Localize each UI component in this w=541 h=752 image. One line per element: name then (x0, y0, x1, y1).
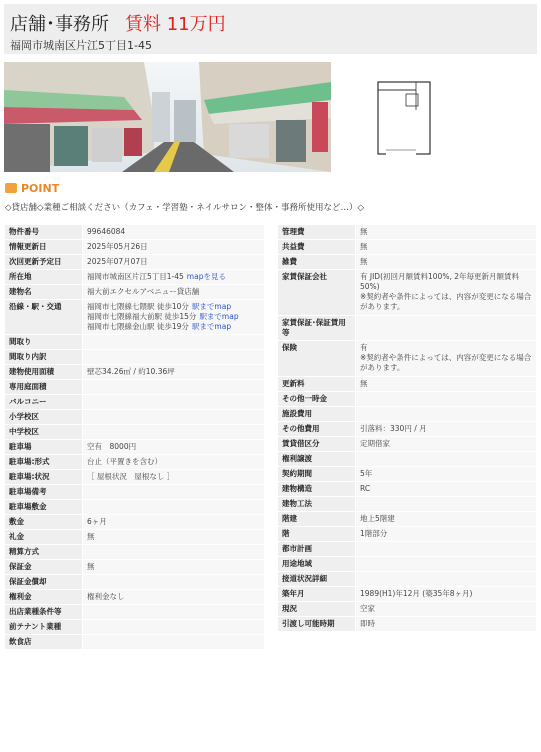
floor-plan-drawing (376, 80, 432, 156)
spec-row (278, 225, 537, 240)
spec-label: 引渡し可能時期 (278, 617, 356, 632)
spec-row (278, 316, 537, 341)
spec-label: 建物名 (5, 285, 83, 300)
spec-value (83, 300, 265, 335)
spec-label: 現況 (278, 602, 356, 617)
station-map-link[interactable]: 駅までmap (191, 302, 232, 311)
spec-value (83, 605, 265, 620)
station-line (87, 322, 260, 332)
spec-row (278, 542, 537, 557)
property-type: 店舗･事務所 (10, 14, 109, 35)
spec-label: 小学校区 (5, 410, 83, 425)
spec-value-text: 6ヶ月 (87, 517, 107, 526)
spec-row (278, 437, 537, 452)
storefront-photo-image (4, 62, 331, 172)
spec-label: 情報更新日 (5, 240, 83, 255)
spec-value (356, 422, 537, 437)
spec-value-text: 無 (360, 257, 368, 266)
spec-label: 家賃保証･保証賃用等 (278, 316, 356, 341)
spec-value (356, 270, 537, 316)
spec-value-text: 5年 (360, 469, 373, 478)
spec-value (83, 350, 265, 365)
spec-row (5, 395, 265, 410)
spec-value (356, 341, 537, 377)
spec-label: 建物工法 (278, 497, 356, 512)
spec-value-text: 1階部分 (360, 529, 388, 538)
spec-value (356, 437, 537, 452)
spec-row (5, 410, 265, 425)
spec-row (5, 470, 265, 485)
spec-value (83, 470, 265, 485)
spec-value (356, 617, 537, 632)
spec-value (356, 452, 537, 467)
spec-value (83, 335, 265, 350)
spec-row (278, 240, 537, 255)
spec-value-text: 権利金なし (87, 592, 125, 601)
spec-value (356, 316, 537, 341)
spec-label: 施設費用 (278, 407, 356, 422)
station-map-link[interactable]: 駅までmap (199, 312, 239, 321)
spec-label: 用途地域 (278, 557, 356, 572)
spec-row (5, 590, 265, 605)
spec-row (278, 557, 537, 572)
spec-value-text: 壁芯34.26㎡ / 約10.36坪 (87, 367, 175, 376)
spec-label: 礼金 (5, 530, 83, 545)
spec-row (5, 300, 265, 335)
rent-price: 賃料 11万円 (125, 14, 226, 35)
spec-value (83, 530, 265, 545)
spec-row (278, 482, 537, 497)
spec-value (356, 557, 537, 572)
spec-value (83, 380, 265, 395)
spec-value-text: 無 (87, 532, 95, 541)
property-address: 福岡市城南区片江5丁目1-45 (10, 39, 152, 52)
spec-row (5, 440, 265, 455)
spec-row (5, 635, 265, 650)
spec-label: 保証金償却 (5, 575, 83, 590)
spec-row (5, 575, 265, 590)
spec-label: 建物使用面積 (5, 365, 83, 380)
spec-value (83, 500, 265, 515)
spec-value-text: 2025年07月07日 (87, 257, 148, 266)
spec-label: 駐車場 (5, 440, 83, 455)
spec-table-right (277, 224, 537, 632)
spec-row (5, 485, 265, 500)
spec-value (83, 395, 265, 410)
spec-value (356, 377, 537, 392)
spec-value (83, 515, 265, 530)
spec-row (278, 602, 537, 617)
spec-table-left (4, 224, 265, 650)
spec-label: 中学校区 (5, 425, 83, 440)
spec-row (5, 225, 265, 240)
spec-row (5, 255, 265, 270)
spec-value-text: 福大前エクセルアベニュー貸店舗 (87, 287, 200, 296)
spec-label: 精算方式 (5, 545, 83, 560)
spec-row (5, 515, 265, 530)
spec-value-text: ［ 屋根状況 屋根なし ］ (87, 472, 175, 481)
spec-value (83, 590, 265, 605)
spec-row (5, 365, 265, 380)
spec-row (5, 270, 265, 285)
spec-row (278, 422, 537, 437)
spec-value-text: 無 (360, 379, 368, 388)
spec-row (5, 500, 265, 515)
station-text: 福岡市七隈線金山駅 徒歩19分 (87, 322, 189, 331)
spec-value-text: 無 (360, 242, 368, 251)
spec-label: 保証金 (5, 560, 83, 575)
property-header (4, 4, 537, 54)
station-text: 福岡市七隈線福大前駅 徒歩15分 (87, 312, 197, 321)
spec-row (278, 452, 537, 467)
spec-label: バルコニー (5, 395, 83, 410)
spec-label: 更新料 (278, 377, 356, 392)
spec-label: その他費用 (278, 422, 356, 437)
spec-value (356, 482, 537, 497)
spec-label: 間取り内訳 (5, 350, 83, 365)
spec-row (5, 350, 265, 365)
spec-label: 階 (278, 527, 356, 542)
spec-value-text: 無 (360, 227, 368, 236)
spec-label: 権利譲渡 (278, 452, 356, 467)
spec-value (83, 365, 265, 380)
spec-label: 飲食店 (5, 635, 83, 650)
spec-row (278, 270, 537, 316)
spec-label: 賃貸借区分 (278, 437, 356, 452)
spec-label: 築年月 (278, 587, 356, 602)
spec-row (5, 380, 265, 395)
spec-row (278, 527, 537, 542)
spec-value (356, 542, 537, 557)
spec-label: 駐車場:状況 (5, 470, 83, 485)
spec-row (278, 407, 537, 422)
spec-value-text: 有 ※契約者や条件によっては、内容が変更になる場合があります。 (360, 343, 532, 372)
spec-label: 管理費 (278, 225, 356, 240)
spec-row (278, 467, 537, 482)
spec-label: 駐車場:形式 (5, 455, 83, 470)
spec-value-text: 定期借家 (360, 439, 390, 448)
spec-row (5, 285, 265, 300)
spec-value (83, 285, 265, 300)
spec-value-text: RC (360, 484, 371, 493)
spec-value (83, 635, 265, 650)
spec-value (356, 512, 537, 527)
spec-row (5, 620, 265, 635)
spec-row (278, 587, 537, 602)
spec-value-text: 無 (87, 562, 95, 571)
spec-label: 建物構造 (278, 482, 356, 497)
station-line (87, 302, 260, 312)
spec-value (83, 620, 265, 635)
spec-label: 権利金 (5, 590, 83, 605)
point-catchcopy: ◇貸店舗◇業種ご相談ください（カフェ・学習塾・ネイルサロン・整体・事務所使用など…）◇ (5, 203, 365, 213)
spec-label: 階建 (278, 512, 356, 527)
spec-value-text: 1989(H1)年12月 (築35年8ヶ月) (360, 589, 473, 598)
spec-value (356, 527, 537, 542)
hand-pointer-icon (5, 183, 17, 193)
spec-row (278, 512, 537, 527)
spec-value (356, 225, 537, 240)
spec-label: 物件番号 (5, 225, 83, 240)
spec-value-text: 空家 (360, 604, 375, 613)
spec-label: 間取り (5, 335, 83, 350)
spec-value-text: 2025年05月26日 (87, 242, 148, 251)
spec-label: 保険 (278, 341, 356, 377)
spec-row (278, 255, 537, 270)
spec-value (356, 240, 537, 255)
spec-value (83, 545, 265, 560)
spec-row (5, 455, 265, 470)
storefront-photo[interactable] (4, 62, 331, 172)
spec-value (356, 602, 537, 617)
spec-row (278, 341, 537, 377)
spec-row (278, 377, 537, 392)
spec-label: 敷金 (5, 515, 83, 530)
spec-row (5, 240, 265, 255)
spec-value (83, 270, 265, 285)
spec-label: 所在地 (5, 270, 83, 285)
spec-value-text: 引落料：330円 / 月 (360, 424, 427, 433)
spec-label: 契約期間 (278, 467, 356, 482)
spec-value (356, 392, 537, 407)
point-label: POINT (21, 182, 60, 195)
spec-label: 接道状況詳細 (278, 572, 356, 587)
spec-value-text: 99646084 (87, 227, 126, 236)
spec-value (83, 560, 265, 575)
property-title (10, 10, 226, 36)
station-map-link[interactable]: 駅までmap (191, 322, 232, 331)
spec-value (356, 572, 537, 587)
spec-value-text: 空有 8000円 (87, 442, 137, 451)
spec-value (356, 467, 537, 482)
spec-label: 家賃保証会社 (278, 270, 356, 316)
spec-label: その他一時金 (278, 392, 356, 407)
spec-value-text: 地上5階建 (360, 514, 395, 523)
spec-value (356, 497, 537, 512)
spec-label: 前テナント業種 (5, 620, 83, 635)
spec-value (356, 587, 537, 602)
spec-value (83, 225, 265, 240)
spec-row (5, 530, 265, 545)
spec-value (83, 240, 265, 255)
station-text: 福岡市七隈線七隈駅 徒歩10分 (87, 302, 189, 311)
spec-row (278, 497, 537, 512)
spec-row (278, 392, 537, 407)
point-heading (5, 182, 59, 195)
spec-label: 沿線・駅・交通 (5, 300, 83, 335)
spec-label: 専用庭面積 (5, 380, 83, 395)
spec-row (278, 617, 537, 632)
spec-label: 雑費 (278, 255, 356, 270)
spec-value (83, 485, 265, 500)
spec-label: 共益費 (278, 240, 356, 255)
spec-value (356, 255, 537, 270)
spec-value (83, 255, 265, 270)
spec-value (83, 440, 265, 455)
station-line (87, 312, 260, 322)
spec-label: 駐車場敷金 (5, 500, 83, 515)
spec-label: 出店業種条件等 (5, 605, 83, 620)
spec-label: 都市計画 (278, 542, 356, 557)
floor-plan-thumbnail[interactable] (376, 80, 432, 156)
spec-value (83, 455, 265, 470)
spec-row (5, 425, 265, 440)
spec-value (83, 575, 265, 590)
spec-label: 駐車場備考 (5, 485, 83, 500)
spec-row (5, 605, 265, 620)
map-link[interactable]: mapを見る (186, 272, 226, 281)
spec-value (83, 410, 265, 425)
spec-row (5, 545, 265, 560)
spec-row (5, 335, 265, 350)
spec-value (356, 407, 537, 422)
spec-row (5, 560, 265, 575)
spec-label: 次回更新予定日 (5, 255, 83, 270)
spec-value-text: 福岡市城南区片江5丁目1-45 (87, 272, 184, 281)
spec-value-text: 台止（平置きを含む） (87, 457, 162, 466)
spec-value-text: 即時 (360, 619, 375, 628)
spec-row (278, 572, 537, 587)
spec-value (83, 425, 265, 440)
spec-value-text: 有 JID(初回月額賃料100%, 2年毎更新月額賃料50%) ※契約者や条件によっては、内容が変更になる場合があります。 (360, 272, 532, 311)
